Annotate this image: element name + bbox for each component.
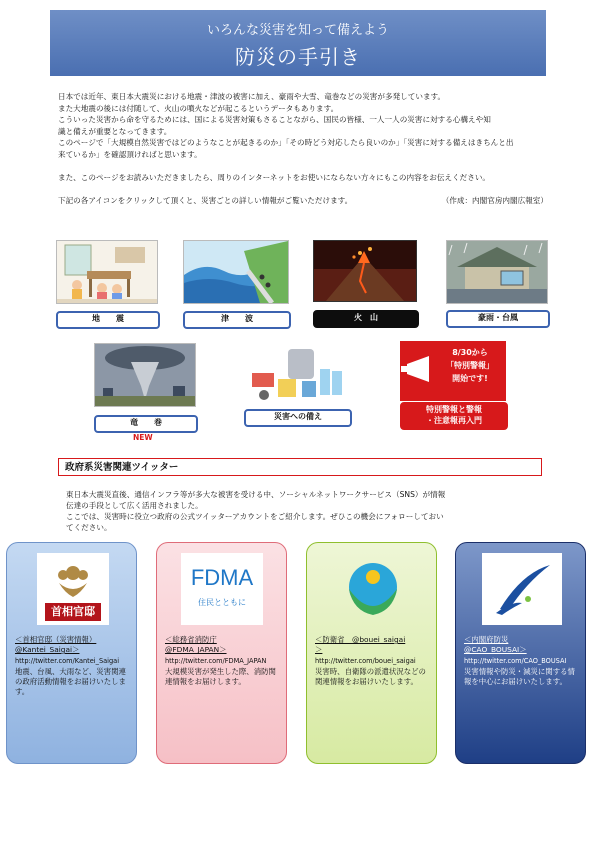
tile-earthquake-label: 地 震 (56, 311, 160, 329)
tile-preparation[interactable] (244, 343, 352, 433)
banner-subtitle: いろんな災害を知って備えよう (206, 23, 389, 38)
card-cao-handle[interactable]: @CAO_BOUSAI＞ (464, 645, 527, 654)
card-fdma-desc: 大規模災害が発生した際、消防関連情報をお届けします。 (165, 667, 276, 687)
intro-line: 来ているか」を確認頂ければと思います。 (58, 149, 202, 159)
card-mod-handle[interactable]: ＞ (315, 645, 323, 654)
tile-special-warning[interactable] (400, 341, 508, 435)
card-mod-title[interactable]: ＜防衛省 @bouei_saigai (315, 635, 406, 644)
card-kantei-url[interactable]: http://twitter.com/Kantei_Saigai (15, 657, 120, 665)
twitter-intro (66, 489, 536, 533)
tile-volcano-label: 火 山 (313, 310, 419, 328)
card-fdma-url[interactable]: http://twitter.com/FDMA_JAPAN (165, 657, 267, 665)
intro-line: このページで「大規模自然災害ではどのようなことが起きるのか」「その時どう対応したら良いのか」「災害に対する備えはきちんと出 (58, 138, 514, 148)
tile-tornado-label: 竜 巻 (94, 415, 198, 433)
card-fdma-handle[interactable]: @FDMA_JAPAN＞ (165, 645, 227, 654)
tile-tornado[interactable] (94, 343, 198, 433)
tile-volcano[interactable] (313, 240, 419, 330)
preparation-image (244, 343, 348, 405)
tile-rain-typhoon-label: 豪雨・台風 (446, 310, 550, 328)
special-warning-image (400, 341, 506, 401)
credit: （作成：内閣官房内閣広報室） (441, 196, 548, 206)
card-cao (455, 542, 586, 764)
card-mod (306, 542, 437, 764)
card-kantei-handle[interactable]: @Kantei_Saigai＞ (15, 645, 80, 654)
volcano-image (313, 240, 417, 302)
header-banner (50, 10, 546, 76)
twitter-intro-line: てください。 (66, 523, 112, 532)
warning-banner-text: 8/30から 「特別警報」 開始です! (446, 348, 494, 383)
card-kantei-title[interactable]: ＜首相官邸（災害情報） (15, 635, 97, 644)
tile-preparation-label: 災害への備え (244, 409, 352, 427)
card-mod-url[interactable]: http://twitter.com/bouei_saigai (315, 657, 416, 665)
card-kantei-desc: 地震、台風、大雨など、災害関連の政府活動情報をお届けいたします。 (15, 667, 126, 697)
page-title: 防災の手引き (235, 45, 361, 69)
card-kantei (6, 542, 137, 764)
card-cao-url[interactable]: http://twitter.com/CAO_BOUSAI (464, 657, 567, 665)
intro-line: 日本では近年、東日本大震災における地震・津波の被害に加え、豪雨や大雪、竜巻などの災害が多発しています。 (58, 92, 446, 101)
fdma-logo[interactable] (181, 553, 263, 625)
twitter-intro-line: 東日本大震災直後、通信インフラ等が多大な被害を受ける中、ソーシャルネットワークサービス（SNS）が情報 (66, 490, 446, 499)
tile-earthquake[interactable] (56, 240, 160, 330)
earthquake-image (56, 240, 158, 304)
mod-logo[interactable] (337, 553, 409, 625)
card-cao-desc: 災害情報や防災・減災に関する情報を中心にお届けいたします。 (464, 667, 575, 687)
card-fdma (156, 542, 287, 764)
card-fdma-title[interactable]: ＜総務省消防庁 (165, 635, 217, 644)
rain-typhoon-image (446, 240, 548, 304)
intro-click-text: 下記の各アイコンをクリックして頂くと、災害ごとの詳しい情報がご覧いただけます。 (58, 196, 353, 206)
twitter-intro-line: ここでは、災害時に役立つ政府の公式ツイッターアカウントをご紹介します。ぜひこの機会にフォローしておい (66, 512, 444, 521)
fdma-logo-sub: 住民とともに (198, 598, 246, 607)
tile-special-warning-label: 特別警報と警報 ・注意報再入門 (400, 402, 508, 430)
card-mod-desc: 災害時、自衛隊の派遣状況などの関連情報をお届けいたします。 (315, 667, 426, 687)
fdma-logo-text: FDMA (190, 565, 254, 590)
twitter-section-heading: 政府系災害関連ツイッター (58, 458, 542, 476)
intro-line: また大地震の後には付随して、火山の噴火などが起こるというデータもあります。 (58, 103, 339, 113)
card-cao-title[interactable]: ＜内閣府防災 (464, 635, 509, 644)
cao-logo[interactable] (482, 553, 562, 625)
kantei-logo-text: 首相官邸 (51, 605, 95, 618)
intro-line: こういった災害から命を守るためには、国による災害対策もさることながら、国民の皆様、一人一人の災害に対する心構えや知 (58, 115, 491, 125)
new-badge: NEW (133, 433, 153, 442)
tile-rain-typhoon[interactable] (446, 240, 550, 330)
intro-line: 識と備えが重要となってきます。 (58, 126, 172, 136)
tsunami-image (183, 240, 289, 304)
tile-tsunami-label: 津 波 (183, 311, 291, 329)
twitter-intro-line: 伝達の手段として広く活用されました。 (66, 501, 203, 510)
intro-text (58, 91, 548, 207)
card-mod-caption (315, 635, 433, 687)
card-fdma-caption (165, 635, 283, 687)
intro-click (58, 195, 548, 207)
tornado-image (94, 343, 196, 407)
tile-tsunami[interactable] (183, 240, 291, 330)
card-cao-caption (464, 635, 582, 687)
kantei-logo[interactable] (37, 553, 109, 625)
card-kantei-caption (15, 635, 133, 697)
intro-share: また、このページをお読みいただきましたら、周りのインターネットをお使いにならない方々にもこの内容をお伝えください。 (58, 173, 491, 183)
